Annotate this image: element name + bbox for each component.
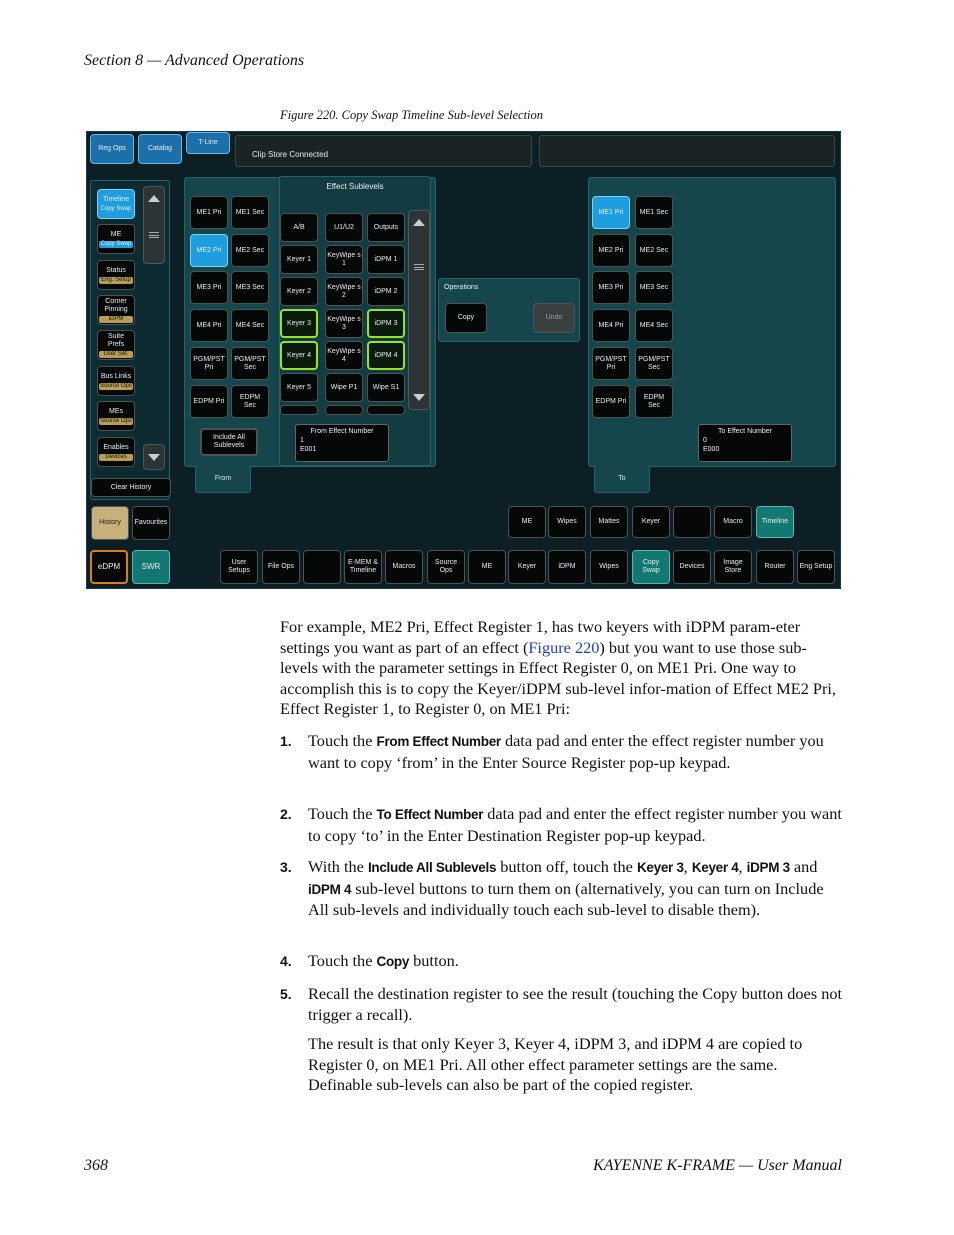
- sublevel-button-label: iDPM 4: [374, 351, 398, 359]
- step-number: 4.: [280, 953, 292, 969]
- sublevels-scrollbar[interactable]: [408, 210, 430, 410]
- operations-title: Operations: [444, 284, 479, 291]
- arrow-up-icon: [148, 195, 160, 202]
- mid-nav-button[interactable]: [590, 506, 628, 538]
- left-menu-label: Bus Links: [100, 372, 132, 380]
- from-register-button[interactable]: [190, 234, 228, 267]
- grip-icon: [414, 264, 424, 270]
- mid-nav-button[interactable]: [548, 506, 586, 538]
- include-all-label: Include All Sublevels: [213, 434, 245, 449]
- step-text: and: [789, 857, 818, 876]
- sublevel-button[interactable]: [367, 309, 405, 338]
- tab-label: Reg Ops: [98, 145, 126, 152]
- page-number: 368: [84, 1157, 108, 1174]
- to-effect-number-pad[interactable]: [698, 424, 792, 462]
- left-menu-item[interactable]: [97, 295, 135, 325]
- bottom-nav-button[interactable]: [632, 550, 670, 584]
- step-text: ,: [738, 857, 747, 876]
- step-text: Touch the: [308, 804, 377, 823]
- to-register-button[interactable]: [592, 347, 630, 380]
- intro-text-b: ) but you want to use those sub-levels with the parameter settings in Effect Register 0, on ME1 Pri. One way to accomplish this is to copy the Keyer/iDPM sub-level infor-mation of Effect ME2 Pri, Effect Register 1, to Register 0, on ME1 Pri:: [280, 637, 836, 718]
- from-register-button-label: ME2 Pri: [196, 246, 222, 254]
- mid-nav-button-label: Keyer: [641, 518, 661, 525]
- left-menu-sub: Copy Swap: [100, 205, 132, 212]
- to-effect-value: 0: [703, 437, 707, 444]
- edpm-label: eDPM: [97, 562, 121, 571]
- bottom-nav-button[interactable]: [385, 550, 423, 584]
- bottom-nav-button-label: File Ops: [267, 563, 295, 570]
- left-menu-item[interactable]: [97, 437, 135, 467]
- bottom-nav-button-label: Macros: [392, 563, 416, 570]
- left-menu-sub: Source Ops: [100, 382, 132, 389]
- from-effect-value: 1: [300, 437, 304, 444]
- from-register-button-label: PGM/PST Sec: [234, 355, 266, 371]
- sublevel-button[interactable]: [367, 341, 405, 370]
- sublevel-button[interactable]: [325, 245, 363, 274]
- left-scroll-down[interactable]: [143, 444, 165, 470]
- sublevel-button-label: A/B: [293, 223, 305, 231]
- step-text: ,: [683, 857, 692, 876]
- bottom-nav-button-label: Eng Setup: [799, 563, 833, 570]
- bottom-nav-button-label: Image Store: [723, 559, 743, 574]
- from-register-button[interactable]: [231, 271, 269, 304]
- copy-swap-screenshot: [86, 131, 841, 589]
- bottom-nav-button-label: iDPM: [558, 563, 576, 570]
- left-menu-label: ME: [110, 230, 122, 238]
- result-paragraph: The result is that only Keyer 3, Keyer 4, iDPM 3, and iDPM 4 are copied to Register 0, on ME1 Pri. All other effect parameter settings are the same. Definable sub-levels can also be part of the copied register.: [308, 1034, 803, 1094]
- swr-button[interactable]: [132, 550, 170, 584]
- sublevel-button-label: Keyer 4: [286, 351, 312, 359]
- left-menu-label: Timeline: [102, 195, 130, 203]
- arrow-down-icon: [148, 454, 160, 461]
- tab-reg-ops[interactable]: [90, 134, 134, 164]
- section-header: Section 8 — Advanced Operations: [84, 52, 305, 69]
- from-tab-label: From: [214, 475, 232, 482]
- left-menu-sub: Source Ops: [100, 417, 132, 424]
- sublevel-button-partial[interactable]: [280, 405, 318, 415]
- sublevel-button-label: U1/U2: [334, 223, 354, 231]
- step-keyword: Keyer 3: [636, 860, 684, 875]
- from-register-button-label: ME3 Sec: [235, 283, 265, 291]
- left-menu-item[interactable]: [97, 330, 135, 360]
- to-register-button-label: ME1 Pri: [598, 208, 624, 216]
- from-register-button-label: PGM/PST Pri: [193, 355, 225, 371]
- left-menu-label: Status: [106, 266, 126, 274]
- left-menu-item[interactable]: [97, 260, 135, 290]
- step-3: [280, 857, 842, 921]
- bottom-nav-button[interactable]: [590, 550, 628, 584]
- footer-title: KAYENNE K-FRAME — User Manual: [593, 1157, 842, 1174]
- mid-nav-button-label: Mattes: [598, 518, 620, 525]
- left-menu-sub: iDPM: [99, 316, 133, 323]
- sublevel-button[interactable]: [325, 213, 363, 242]
- from-register-button[interactable]: [190, 347, 228, 380]
- bottom-nav-button-label: Source Ops: [434, 559, 458, 574]
- bottom-nav-button[interactable]: [797, 550, 835, 584]
- sublevel-button-label: Keyer 5: [286, 383, 312, 391]
- sublevel-button[interactable]: [367, 213, 405, 242]
- swr-label: SWR: [141, 562, 161, 571]
- tab-label: Catalog: [147, 145, 173, 152]
- bottom-nav-button[interactable]: [303, 550, 341, 584]
- mid-nav-button[interactable]: [508, 506, 546, 538]
- step-text: Recall the destination register to see the result (touching the Copy button does not trigger a recall).: [308, 984, 842, 1024]
- to-effect-code: E000: [703, 446, 720, 453]
- from-register-button[interactable]: [190, 196, 228, 229]
- from-register-button[interactable]: [231, 309, 269, 342]
- step-keyword: To Effect Number: [376, 807, 484, 822]
- mid-nav-button[interactable]: [756, 506, 794, 538]
- to-register-button-label: ME2 Pri: [598, 246, 624, 254]
- to-register-button-label: ME1 Sec: [639, 208, 669, 216]
- step-number: 2.: [280, 806, 292, 822]
- sublevel-button[interactable]: [280, 309, 318, 338]
- from-register-button[interactable]: [231, 347, 269, 380]
- history-label: History: [99, 519, 121, 526]
- to-register-button[interactable]: [635, 385, 673, 418]
- left-menu-label: Enables: [103, 443, 129, 451]
- tab-label: T-Line: [198, 139, 218, 146]
- sublevel-button-label: iDPM 2: [374, 287, 398, 295]
- sublevel-button[interactable]: [280, 373, 318, 402]
- sublevel-button[interactable]: [325, 341, 363, 370]
- from-register-button[interactable]: [231, 196, 269, 229]
- bottom-nav-button[interactable]: [508, 550, 546, 584]
- step-5: [280, 984, 842, 1025]
- from-register-button[interactable]: [190, 385, 228, 418]
- grip-icon: [149, 232, 159, 238]
- sublevel-button-label: Keyer 1: [286, 255, 312, 263]
- left-menu-label: Suite Prefs: [107, 332, 125, 348]
- undo-label: Undo: [545, 314, 563, 321]
- left-menu-sub: Eng. Setup: [99, 277, 133, 284]
- status-bar-right: [539, 135, 835, 167]
- step-keyword: Copy: [376, 954, 410, 969]
- step-text: button.: [409, 951, 459, 970]
- bottom-nav-button[interactable]: [427, 550, 465, 584]
- left-menu-sub: User Set.: [99, 351, 133, 358]
- from-register-button-label: ME1 Sec: [235, 208, 265, 216]
- favourites-label: Favourites: [134, 519, 168, 526]
- bottom-nav-button-label: User Setups: [228, 559, 250, 574]
- from-register-button-label: EDPM Pri: [193, 397, 225, 405]
- intro-text-a: For example, ME2 Pri, Effect Register 1, has two keyers with iDPM param-eter settings you want as part of an effect (: [280, 617, 801, 657]
- from-effect-label: From Effect Number: [310, 428, 374, 435]
- to-tab-label: To: [618, 475, 626, 482]
- to-effect-label: To Effect Number: [718, 428, 772, 435]
- step-text: With the: [308, 857, 368, 876]
- sublevel-button-label: Wipe S1: [372, 383, 400, 391]
- favourites-button[interactable]: [132, 506, 170, 540]
- intro-paragraph: [280, 617, 842, 720]
- to-register-button-label: ME2 Sec: [639, 246, 669, 254]
- to-register-button-label: ME4 Pri: [598, 321, 624, 329]
- to-register-button-label: PGM/PST Pri: [595, 355, 627, 371]
- step-text: button off, touch the: [496, 857, 637, 876]
- bottom-nav-button-label: Router: [764, 563, 786, 570]
- sublevel-button-label: Keyer 2: [286, 287, 312, 295]
- bottom-nav-button-label: Wipes: [599, 563, 619, 570]
- arrow-down-icon: [413, 394, 425, 401]
- left-menu-item[interactable]: [97, 189, 135, 219]
- left-menu-item[interactable]: [97, 401, 135, 431]
- left-menu-sub: Devices: [99, 454, 133, 461]
- sublevel-button-label: iDPM 1: [374, 255, 398, 263]
- sublevel-button[interactable]: [280, 245, 318, 274]
- step-text: Touch the: [308, 951, 377, 970]
- clear-history-button[interactable]: [91, 478, 171, 497]
- mid-nav-button-label: Macro: [723, 518, 743, 525]
- step-keyword: From Effect Number: [376, 734, 501, 749]
- mid-nav-button-label: Timeline: [761, 518, 789, 525]
- to-register-button[interactable]: [592, 309, 630, 342]
- arrow-up-icon: [413, 219, 425, 226]
- left-menu-item[interactable]: [97, 366, 135, 396]
- step-text: sub-level buttons to turn them on (alternatively, you can turn on Include All sub-levels and individually touch each sub-level to disable them).: [308, 878, 824, 919]
- left-scroll-up[interactable]: [143, 186, 165, 264]
- sublevel-button-label: Keyer 3: [286, 319, 312, 327]
- include-all-sublevels-button[interactable]: [200, 428, 258, 456]
- sublevel-button[interactable]: [325, 277, 363, 306]
- history-button[interactable]: [91, 506, 129, 540]
- step-text: data pad and enter the effect register number you want to copy ‘from’ in the Enter Source Register pop-up keypad.: [308, 731, 824, 772]
- mid-nav-button-label: Wipes: [557, 518, 577, 525]
- step-text: Touch the: [308, 731, 377, 750]
- to-register-button[interactable]: [635, 196, 673, 229]
- step-keyword: Include All Sublevels: [367, 860, 497, 875]
- step-number: 3.: [280, 859, 292, 875]
- bottom-nav-button[interactable]: [262, 550, 300, 584]
- mid-nav-button[interactable]: [673, 506, 711, 538]
- from-register-button[interactable]: [190, 309, 228, 342]
- to-register-button[interactable]: [592, 234, 630, 267]
- bottom-nav-button-label: E-MEM & Timeline: [348, 559, 378, 574]
- step-keyword: iDPM 3: [746, 860, 790, 875]
- from-register-button-label: ME2 Sec: [235, 246, 265, 254]
- sublevel-button-partial[interactable]: [325, 405, 363, 415]
- to-register-button-label: PGM/PST Sec: [638, 355, 670, 371]
- sublevel-button-label: KeyWipe s 1: [327, 251, 361, 267]
- from-register-button[interactable]: [231, 385, 269, 418]
- sublevel-button[interactable]: [367, 245, 405, 274]
- to-register-button[interactable]: [592, 271, 630, 304]
- step-keyword: iDPM 4: [308, 881, 352, 897]
- step-number: 5.: [280, 986, 292, 1002]
- from-effect-number-pad[interactable]: [295, 424, 389, 462]
- from-register-button-label: ME4 Pri: [196, 321, 222, 329]
- sublevel-button-partial[interactable]: [367, 405, 405, 415]
- copy-button[interactable]: [445, 303, 487, 333]
- to-register-button[interactable]: [635, 234, 673, 267]
- sublevel-button-label: KeyWipe s 2: [327, 283, 361, 299]
- to-register-button[interactable]: [592, 196, 630, 229]
- step-1: [280, 731, 842, 773]
- status-bar: [235, 135, 532, 167]
- figure-caption: Figure 220. Copy Swap Timeline Sub-level Selection: [280, 108, 544, 122]
- sublevel-button[interactable]: [280, 341, 318, 370]
- bottom-nav-button[interactable]: [714, 550, 752, 584]
- bottom-nav-button[interactable]: [468, 550, 506, 584]
- tab-catalog[interactable]: [138, 134, 182, 164]
- from-effect-code: E001: [300, 446, 317, 453]
- sublevel-button[interactable]: [325, 373, 363, 402]
- left-menu-item[interactable]: [97, 224, 135, 254]
- step-2: [280, 804, 842, 846]
- left-menu-label: Corner Pinning: [104, 297, 128, 313]
- sublevel-button[interactable]: [367, 277, 405, 306]
- to-register-button[interactable]: [635, 271, 673, 304]
- sublevel-button[interactable]: [367, 373, 405, 402]
- mid-nav-button[interactable]: [714, 506, 752, 538]
- sublevel-button-label: KeyWipe s 3: [327, 315, 361, 331]
- to-register-button-label: EDPM Sec: [643, 393, 665, 409]
- mid-nav-button[interactable]: [632, 506, 670, 538]
- bottom-nav-button[interactable]: [756, 550, 794, 584]
- to-register-button-label: ME3 Pri: [598, 283, 624, 291]
- to-register-button[interactable]: [635, 309, 673, 342]
- left-menu-label: MEs: [109, 407, 123, 415]
- from-register-button-label: ME4 Sec: [235, 321, 265, 329]
- sublevel-button-label: iDPM 3: [374, 319, 398, 327]
- step-number: 1.: [280, 733, 292, 749]
- from-register-button-label: ME3 Pri: [196, 283, 222, 291]
- from-register-button-label: EDPM Sec: [239, 393, 261, 409]
- figure-link[interactable]: Figure 220: [528, 637, 600, 657]
- left-menu-sub: Copy Swap: [100, 240, 132, 247]
- sublevel-button-label: Outputs: [373, 223, 399, 231]
- from-register-button[interactable]: [190, 271, 228, 304]
- to-register-button-label: EDPM Pri: [595, 397, 627, 405]
- to-register-button[interactable]: [635, 347, 673, 380]
- bottom-nav-button[interactable]: [220, 550, 258, 584]
- step-text: data pad and enter the effect register number you want to copy ‘to’ in the Enter Destination Register pop-up keypad.: [308, 804, 842, 845]
- from-register-button-label: ME1 Pri: [196, 208, 222, 216]
- sublevel-button[interactable]: [280, 213, 318, 242]
- mid-nav-button-label: ME: [521, 518, 533, 525]
- bottom-nav-button-label: Copy Swap: [642, 559, 660, 574]
- effect-sublevels-title: Effect Sublevels: [326, 182, 384, 191]
- bottom-nav-button[interactable]: [673, 550, 711, 584]
- step-4: [280, 951, 842, 973]
- bottom-nav-button-label: ME: [481, 563, 493, 570]
- undo-button[interactable]: [533, 303, 575, 333]
- copy-label: Copy: [457, 314, 475, 321]
- to-register-button[interactable]: [592, 385, 630, 418]
- to-register-button-label: ME3 Sec: [639, 283, 669, 291]
- to-register-button-label: ME4 Sec: [639, 321, 669, 329]
- sublevel-button-label: Wipe P1: [330, 383, 358, 391]
- sublevel-button[interactable]: [280, 277, 318, 306]
- bottom-nav-button[interactable]: [548, 550, 586, 584]
- sublevel-button[interactable]: [325, 309, 363, 338]
- bottom-nav-button-label: Devices: [679, 563, 705, 570]
- clear-history-label: Clear History: [110, 483, 152, 491]
- edpm-button[interactable]: [90, 550, 128, 584]
- step-keyword: Keyer 4: [691, 860, 739, 875]
- bottom-nav-button-label: Keyer: [517, 563, 537, 570]
- bottom-nav-button[interactable]: [344, 550, 382, 584]
- tab-t-line[interactable]: [186, 132, 230, 154]
- status-text: Clip Store Connected: [252, 150, 329, 159]
- sublevel-button-label: KeyWipe s 4: [327, 347, 361, 363]
- from-register-button[interactable]: [231, 234, 269, 267]
